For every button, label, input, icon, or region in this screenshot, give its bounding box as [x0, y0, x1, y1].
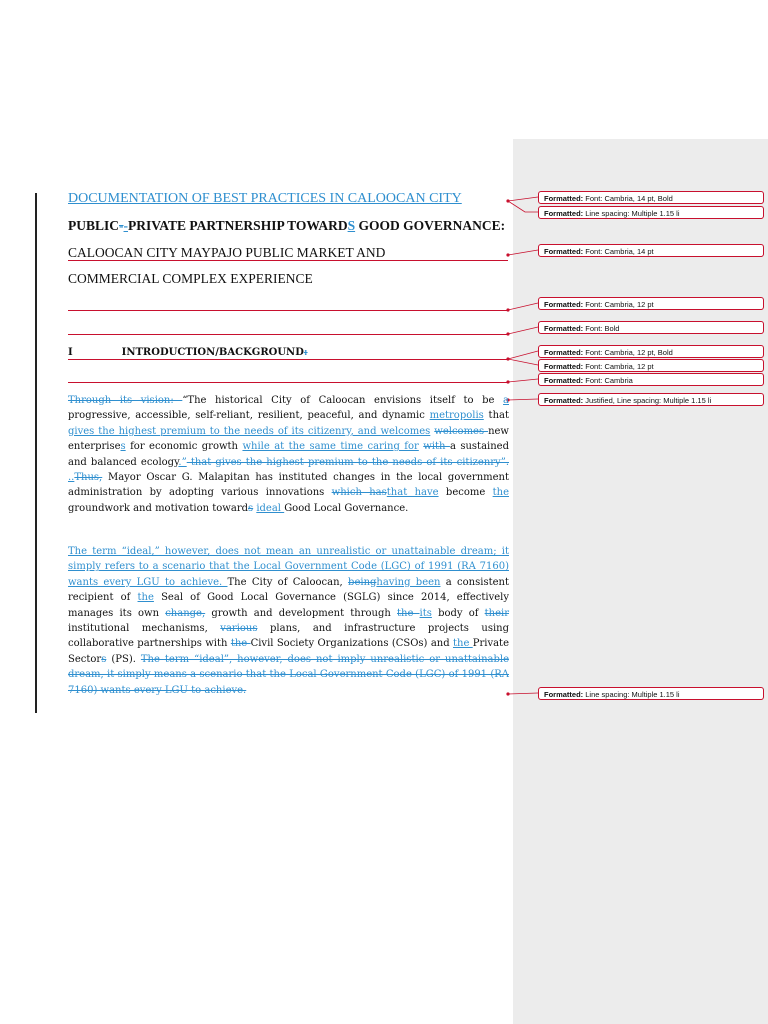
p2-text-3: Seal of Good Local Governance (SGLG) since 2014, effectively manages its own	[68, 592, 509, 619]
p1-del-7: s	[248, 502, 254, 514]
anchor-dot-2	[506, 253, 509, 256]
connector-2	[508, 201, 538, 212]
comment-balloon-2[interactable]	[538, 206, 764, 219]
p2-text-4: growth and development through	[205, 607, 397, 619]
p2-del-2: change,	[165, 607, 206, 619]
comment-text: Font: Cambria, 14 pt	[585, 247, 654, 256]
anchor-dot-1	[506, 199, 509, 202]
p1-ins-9: the	[492, 487, 510, 499]
section-number: I	[68, 347, 73, 358]
p2-ins-2: having been	[376, 576, 441, 588]
subtitle-dash-inserted: -	[123, 218, 129, 233]
subtitle-end: GOOD GOVERNANCE:	[355, 218, 506, 233]
p1-ins-2: metropolis	[429, 410, 484, 422]
p2-ins-5: the	[452, 638, 473, 650]
connector-6	[508, 351, 538, 359]
comment-text: Font: Bold	[585, 324, 620, 333]
subtitle-s-inserted: S	[347, 218, 356, 233]
p1-ins-1: a	[503, 395, 509, 406]
p2-del-8: The term “ideal”, however, does not imply unrealistic or unattainable dream, it simply means a scenario that the Local Government Code (LGC) of 1991 (RA 7160) wants every LGU to achieve.	[68, 653, 510, 696]
empty-paragraph-rule-3	[68, 382, 508, 383]
p1-del-2: welcomes	[434, 425, 489, 437]
comment-text: Font: Cambria	[585, 376, 633, 385]
subtitle-middle: PRIVATE PARTNERSHIP TOWARD	[128, 218, 348, 233]
p2-ins-3: the	[137, 592, 154, 604]
section-heading	[68, 347, 308, 358]
section-underline	[68, 359, 508, 360]
comment-label: Formatted:	[544, 247, 584, 256]
p1-text-3: that	[483, 410, 509, 422]
p1-ins-3: gives the highest premium to the needs of its citizenry, and welcomes	[68, 425, 431, 437]
document-subtitle	[68, 218, 505, 234]
empty-paragraph-rule-2	[68, 334, 508, 335]
p1-del-1: Through its vision:	[68, 395, 183, 406]
comment-balloon-1[interactable]	[538, 191, 764, 204]
empty-paragraph-rule-1	[68, 310, 508, 311]
p2-del-6: the	[230, 638, 251, 650]
p2-del-5: various	[220, 623, 258, 635]
comment-label: Formatted:	[544, 209, 584, 218]
comment-balloon-7[interactable]	[538, 359, 764, 372]
p1-del-4: that gives the highest premium to the needs of its citizenry”.	[186, 456, 509, 468]
p1-ins-4: s	[120, 441, 126, 453]
connector-4	[508, 303, 538, 310]
p2-text-9: Private Sector	[68, 638, 509, 665]
comment-text: Font: Cambria, 14 pt, Bold	[585, 194, 673, 203]
p1-ins-6: .”	[178, 456, 187, 468]
p1-text-8: a sustained and balanced ecology	[68, 441, 509, 468]
connector-3	[508, 250, 538, 255]
comment-label: Formatted:	[544, 690, 584, 699]
p1-del-5: Thus,	[74, 472, 103, 484]
document-title: DOCUMENTATION OF BEST PRACTICES IN CALOOCAN CITY	[68, 191, 462, 206]
comment-label: Formatted:	[544, 396, 584, 405]
comment-balloon-9[interactable]	[538, 393, 764, 406]
comment-label: Formatted:	[544, 348, 584, 357]
comment-balloon-8[interactable]	[538, 373, 764, 386]
connector-1	[508, 197, 538, 201]
p2-text-7: plans, and infrastructure projects using collaborative partnerships with	[68, 623, 509, 650]
comment-balloon-6[interactable]	[538, 345, 764, 358]
paragraph-1	[68, 393, 509, 516]
p2-del-1: being	[348, 576, 377, 588]
comment-label: Formatted:	[544, 324, 584, 333]
p1-text-6: for economic growth	[125, 441, 243, 453]
p2-del-7: s	[101, 653, 107, 665]
connector-8	[508, 379, 538, 382]
section-colon-deleted: :	[303, 347, 308, 358]
p2-text-2: a consistent recipient of	[68, 576, 509, 604]
p2-text-5: body of	[431, 607, 485, 619]
p1-ins-10: ideal	[256, 502, 285, 514]
p1-text-10: become	[438, 487, 493, 499]
comment-text: Font: Cambria, 12 pt, Bold	[585, 348, 673, 357]
section-title: INTRODUCTION/BACKGROUND	[121, 347, 304, 358]
comment-balloon-3[interactable]	[538, 244, 764, 257]
p2-ins-1: The term “ideal,” however, does not mean an unrealistic or unattainable dream; it simply refers to a scenario that the Local Government Code (LGC) of 1991 (RA 7160) wants every LGU to achieve.	[68, 546, 509, 588]
comment-label: Formatted:	[544, 362, 584, 371]
p1-text-11: groundwork and motivation toward	[68, 502, 248, 514]
heading-line-4: COMMERCIAL COMPLEX EXPERIENCE	[68, 271, 313, 286]
connector-9	[508, 399, 538, 400]
p2-del-3: the	[396, 607, 420, 619]
p1-ins-7: ..	[68, 472, 75, 484]
heading-underline-3	[68, 260, 508, 261]
p2-text-6: institutional mechanisms,	[68, 623, 221, 635]
p1-text-2: progressive, accessible, self-reliant, resilient, peaceful, and dynamic	[68, 410, 430, 422]
comment-label: Formatted:	[544, 300, 584, 309]
subtitle-dash-deleted: -	[119, 218, 124, 233]
p1-text-9: Mayor Oscar G. Malapitan has instituted changes in the local government administration by adopting various innovations	[68, 472, 509, 499]
subtitle-public: PUBLIC	[68, 218, 120, 233]
comment-text: Font: Cambria, 12 pt	[585, 362, 654, 371]
p1-text-5: new enterprise	[68, 425, 509, 453]
connector-7	[508, 359, 538, 365]
comment-text: Justified, Line spacing: Multiple 1.15 li	[585, 396, 712, 405]
p1-del-6: which has	[331, 487, 387, 499]
comment-balloon-4[interactable]	[538, 297, 764, 310]
comment-label: Formatted:	[544, 376, 584, 385]
p2-del-4: their	[484, 607, 509, 619]
comment-balloon-10[interactable]	[538, 687, 764, 700]
p1-text-13: Good Local Governance.	[284, 502, 409, 514]
p2-text-10: (PS).	[106, 653, 141, 665]
comment-text: Line spacing: Multiple 1.15 li	[585, 209, 680, 218]
p2-text-1: The City of Caloocan,	[227, 576, 349, 588]
p1-ins-8: that have	[386, 487, 439, 499]
comment-label: Formatted:	[544, 194, 584, 203]
heading-line-3: CALOOCAN CITY MAYPAJO PUBLIC MARKET AND	[68, 245, 386, 260]
p1-text-1: “The historical City of Caloocan envisions itself to be	[182, 395, 504, 406]
comment-text: Line spacing: Multiple 1.15 li	[585, 690, 680, 699]
p1-ins-5: while at the same time caring for	[242, 441, 419, 453]
connector-5	[508, 327, 538, 334]
comment-text: Font: Cambria, 12 pt	[585, 300, 654, 309]
p1-del-3: with	[423, 441, 450, 453]
connector-10	[508, 693, 538, 694]
p2-text-8: Civil Society Organizations (CSOs) and	[250, 638, 453, 650]
comment-balloon-5[interactable]	[538, 321, 764, 334]
p2-ins-4: its	[419, 607, 432, 619]
paragraph-2	[68, 544, 509, 698]
